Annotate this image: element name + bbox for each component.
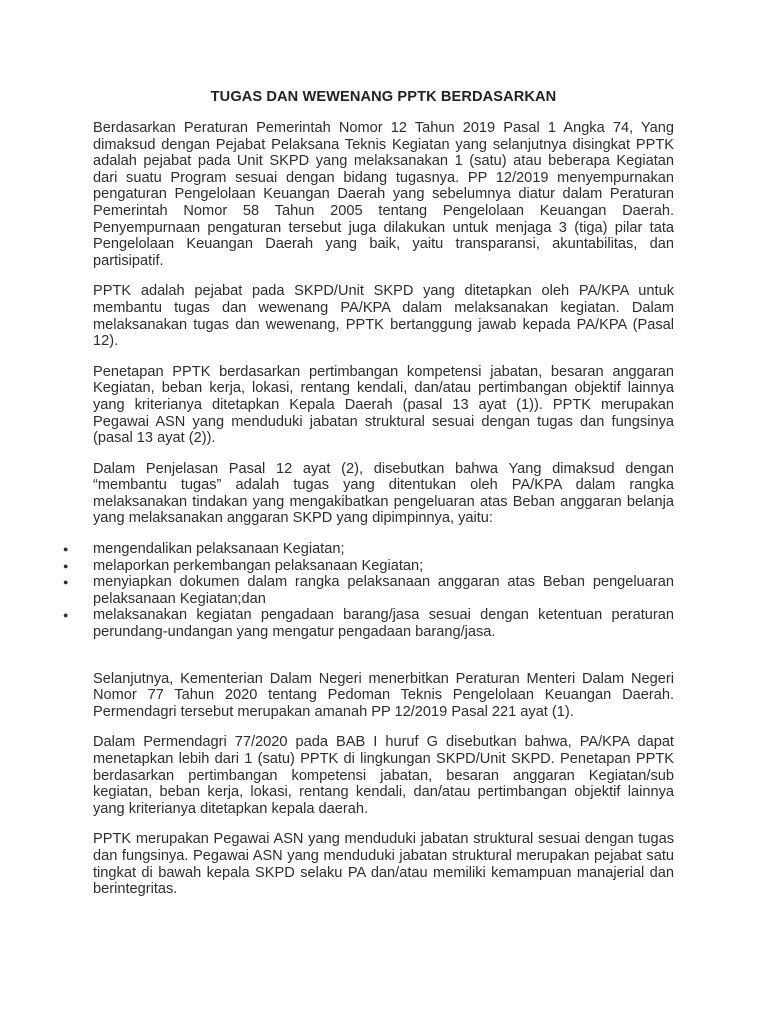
paragraph-pegawai-asn: PPTK merupakan Pegawai ASN yang menduduki jabatan struktural sesuai dengan tugas dan fungsinya. Pegawai ASN yang menduduki jabatan struktural merupakan pejabat satu tingkat di bawah kepala SKPD selaku PA dan/atau memiliki kemampuan manajerial dan berintegritas. <box>93 831 674 898</box>
paragraph-pp-12-2019: Berdasarkan Peraturan Pemerintah Nomor 12 Tahun 2019 Pasal 1 Angka 74, Yang dimaksud dengan Pejabat Pelaksana Teknis Kegiatan yang selanjutnya disingkat PPTK adalah pejabat pada Unit SKPD yang melaksanakan 1 (satu) atau beberapa Kegiatan dari suatu Program sesuai dengan bidang tugasnya. PP 12/2019 menyempurnakan pengaturan Pengelolaan Keuangan Daerah yang sebelumnya diatur dalam Peraturan Pemerintah Nomor 58 Tahun 2005 tentang Pengelolaan Keuangan Daerah. Penyempurnaan pengaturan tersebut juga dilakukan untuk menjaga 3 (tiga) pilar tata Pengelolaan Keuangan Daerah yang baik, yaitu transparansi, akuntabilitas, dan partisipatif. <box>93 120 674 269</box>
list-item <box>62 574 674 607</box>
bullet-icon: ● <box>63 577 69 588</box>
list-item <box>62 541 674 558</box>
bullet-icon: ● <box>63 544 69 555</box>
list-item-text: mengendalikan pelaksanaan Kegiatan; <box>93 541 345 558</box>
paragraph-penetapan-pptk: Penetapan PPTK berdasarkan pertimbangan kompetensi jabatan, besaran anggaran Kegiatan, beban kerja, lokasi, rentang kendali, dan/atau pertimbangan objektif lainnya yang kriterianya ditetapkan Kepala Daerah (pasal 13 ayat (1)). PPTK merupakan Pegawai ASN yang menduduki jabatan struktural sesuai dengan tugas dan fungsinya (pasal 13 ayat (2)). <box>93 363 674 447</box>
paragraph-bab-i-huruf-g: Dalam Permendagri 77/2020 pada BAB I huruf G disebutkan bahwa, PA/KPA dapat menetapkan lebih dari 1 (satu) PPTK di lingkungan SKPD/Unit SKPD. Penetapan PPTK berdasarkan pertimbangan kompetensi jabatan, besaran anggaran Kegiatan/sub kegiatan, beban kerja, lokasi, rentang kendali, dan/atau pertimbangan objektif lainnya yang kriterianya ditetapkan kepala daerah. <box>93 734 674 817</box>
list-item <box>62 607 674 640</box>
paragraph-permendagri-77-2020: Selanjutnya, Kementerian Dalam Negeri menerbitkan Peraturan Menteri Dalam Negeri Nomor 77 Tahun 2020 tentang Pedoman Teknis Pengelolaan Keuangan Daerah. Permendagri tersebut merupakan amanah PP 12/2019 Pasal 221 ayat (1). <box>93 670 674 720</box>
list-item <box>62 558 674 575</box>
list-item-text: menyiapkan dokumen dalam rangka pelaksanaan anggaran atas Beban pengeluaran pelaksanaan Kegiatan;dan <box>93 574 674 607</box>
bullet-icon: ● <box>63 610 69 621</box>
task-bullet-list <box>62 541 674 641</box>
document-title: TUGAS DAN WEWENANG PPTK BERDASARKAN <box>210 89 557 105</box>
paragraph-pptk-definition: PPTK adalah pejabat pada SKPD/Unit SKPD yang ditetapkan oleh PA/KPA untuk membantu tugas dan wewenang PA/KPA dalam melaksanakan kegiatan. Dalam melaksanakan tugas dan wewenang, PPTK bertanggung jawab kepada PA/KPA (Pasal 12). <box>93 283 674 350</box>
paragraph-penjelasan-pasal-12: Dalam Penjelasan Pasal 12 ayat (2), disebutkan bahwa Yang dimaksud dengan “membantu tugas” adalah tugas yang ditentukan oleh PA/KPA dalam rangka melaksanakan tindakan yang mengakibatkan pengeluaran atas Beban anggaran belanja yang melaksanakan anggaran SKPD yang dipimpinnya, yaitu: <box>93 460 674 527</box>
bullet-icon: ● <box>63 560 69 571</box>
document-page <box>63 88 674 912</box>
list-item-text: melaksanakan kegiatan pengadaan barang/jasa sesuai dengan ketentuan peraturan perundang-undangan yang mengatur pengadaan barang/jasa. <box>93 607 674 641</box>
list-item-text: melaporkan perkembangan pelaksanaan Kegiatan; <box>93 557 424 574</box>
